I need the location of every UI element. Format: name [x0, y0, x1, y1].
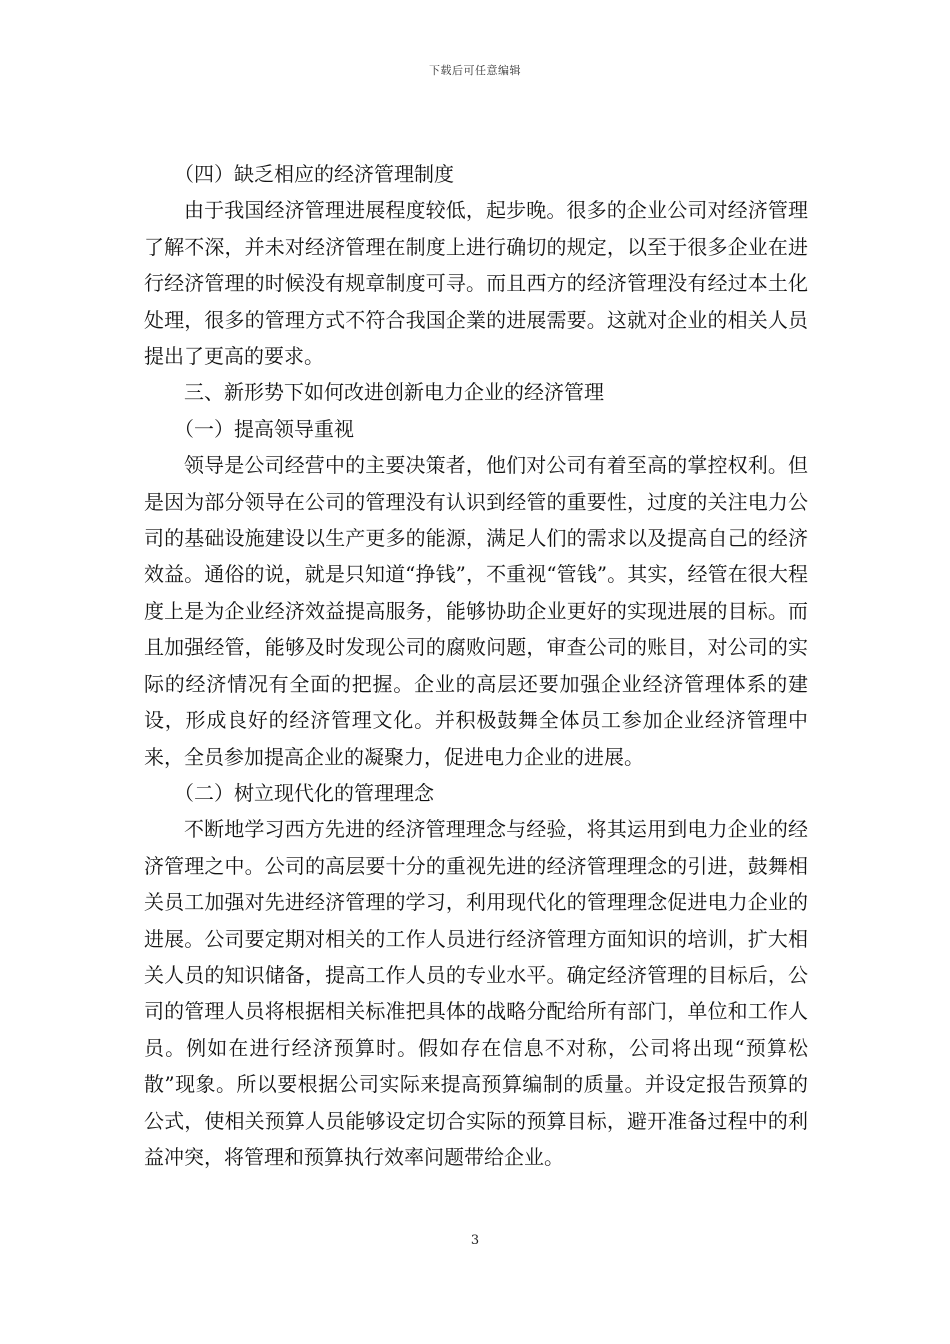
- subheading-2: （二）树立现代化的管理理念: [174, 780, 434, 805]
- subheading-4: （四）缺乏相应的经济管理制度: [174, 162, 454, 186]
- section-heading-3: 三、新形势下如何改进创新电力企业的经济管理: [184, 380, 604, 405]
- document-body: [144, 156, 808, 1175]
- subheading-1: （一）提高领导重视: [174, 416, 354, 441]
- paragraph: 由于我国经济管理进展程度较低，起步晚。很多的企业公司对经济管理了解不深，并未对经济管理在制度上进行确切的规定，以至于很多企业在进行经济管理的时候没有规章制度可寻。而且西方的经济管理没有经过本土化处理，很多的管理方式不符合我国企業的进展需要。这就对企业的相关人员提出了更高的要求。: [144, 198, 808, 369]
- paragraph: 不断地学习西方先进的经济管理理念与经验，将其运用到电力企业的经济管理之中。公司的高层要十分的重视先进的经济管理理念的引进，鼓舞相关员工加强对先进经济管理的学习，利用现代化的管理理念促进电力企业的进展。公司要定期对相关的工作人员进行经济管理方面知识的培训，扩大相关人员的知识储备，提高工作人员的专业水平。确定经济管理的目标后，公司的管理人员将根据相关标准把具体的战略分配给所有部门，单位和工作人员。例如在进行经济预算时。假如存在信息不对称，公司将出现“预算松散”现象。所以要根据公司实际来提高预算编制的质量。并设定报告预算的公式，使相关预算人员能够设定切合实际的预算目标，避开准备过程中的利益冲突，将管理和预算执行效率问题带给企业。: [144, 817, 808, 1169]
- page-number: 3: [470, 1233, 480, 1248]
- paragraph: 领导是公司经营中的主要决策者，他们对公司有着至高的掌控权利。但是因为部分领导在公司的管理没有认识到经管的重要性，过度的关注电力公司的基础设施建设以生产更多的能源，满足人们的需求以及提高自己的经济效益。通俗的说，就是只知道“挣钱”，不重视“管钱”。其实，经管在很大程度上是为企业经济效益提高服务，能够协助企业更好的实现进展的目标。而且加强经管，能够及时发现公司的腐败问题，审查公司的账目，对公司的实际的经济情况有全面的把握。企业的高层还要加强企业经济管理体系的建设，形成良好的经济管理文化。并积极鼓舞全体员工参加企业经济管理中来，全员参加提高企业的凝聚力，促进电力企业的进展。: [144, 453, 808, 769]
- page-header: 下载后可任意编辑: [429, 64, 521, 77]
